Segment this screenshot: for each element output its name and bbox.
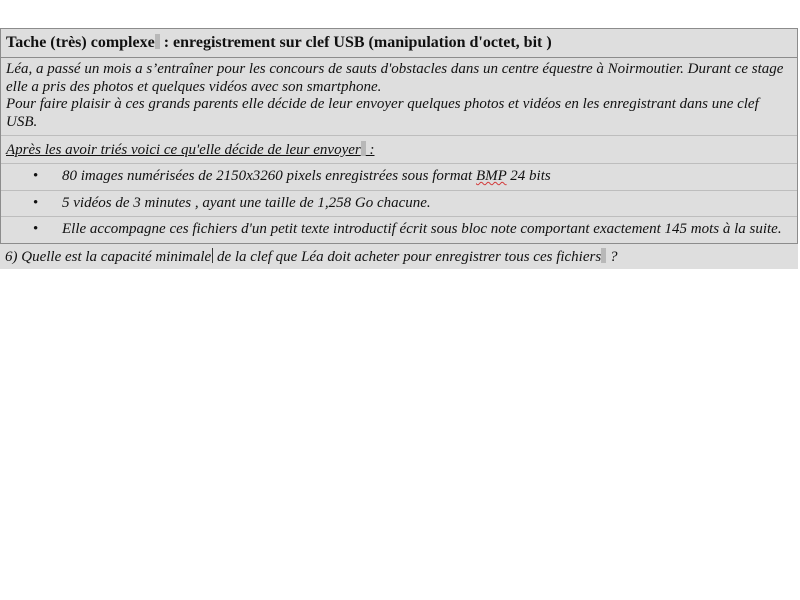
bullet-item-images[interactable] <box>1 164 797 191</box>
bullet-text: 5 vidéos de 3 minutes , ayant une taille de 1,258 Go chacune. <box>62 194 431 211</box>
question-text-part3: ? <box>606 248 618 265</box>
bullet-item-text-file[interactable] <box>1 217 797 243</box>
title-text-part2: : enregistrement sur clef USB (manipulation d'octet, bit ) <box>159 34 552 51</box>
lead-text: Après les avoir triés voici ce qu'elle décide de leur envoyer <box>6 142 361 158</box>
exercise-title[interactable] <box>1 29 797 58</box>
bullet-icon: • <box>33 221 39 237</box>
bullet-text-before: 80 images numérisées de 2150x3260 pixels enregistrées sous format <box>62 168 476 184</box>
intro-cell[interactable] <box>1 58 797 136</box>
bullet-icon: • <box>33 168 39 184</box>
lead-suffix: : <box>365 142 375 158</box>
bullet-icon: • <box>33 194 39 211</box>
document-page <box>0 28 798 269</box>
exercise-table <box>0 28 798 244</box>
question-text-part1: 6) Quelle est la capacité minimale <box>5 248 212 265</box>
question-text-part2: de la clef que Léa doit acheter pour enregistrer tous ces fichiers <box>213 248 602 265</box>
title-text-part1: Tache (très) complexe <box>6 34 155 51</box>
bullet-item-videos[interactable] <box>1 191 797 218</box>
intro-paragraph-2: Pour faire plaisir à ces grands parents elle décide de leur envoyer quelques photos et vidéos en les enregistrant dans une clef USB. <box>6 96 759 130</box>
question-line[interactable] <box>0 244 798 269</box>
intro-paragraph-1: Léa, a passé un mois a s’entraîner pour les concours de sauts d'obstacles dans un centre équestre à Noirmoutier. Durant ce stage elle a pris des photos et quelques vidéos avec son smartphone. <box>6 61 784 95</box>
bullet-text: Elle accompagne ces fichiers d'un petit texte introductif écrit sous bloc note comportant exactement 145 mots à la suite. <box>62 221 782 237</box>
bullet-text-after: 24 bits <box>506 168 551 184</box>
lead-cell[interactable] <box>1 136 797 164</box>
spellcheck-flagged-word: BMP <box>475 168 507 184</box>
